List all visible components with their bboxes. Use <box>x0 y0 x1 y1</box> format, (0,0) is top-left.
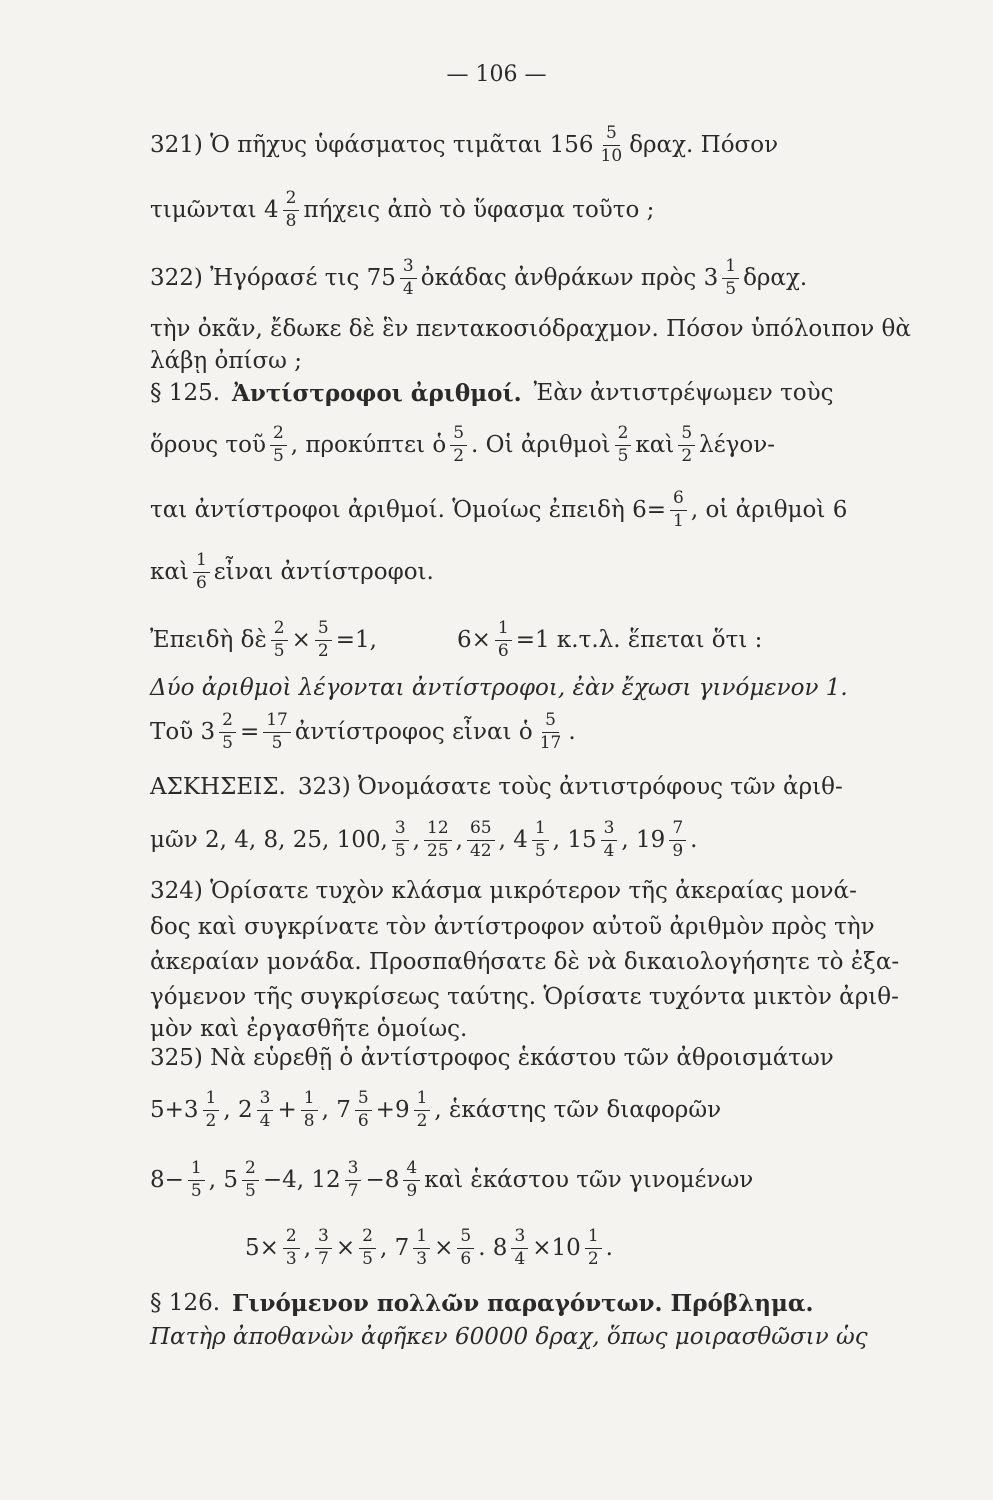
text: ἀκεραίαν μονάδα. Προσπαθήσατε δὲ νὰ δικαιολογήσητε τὸ ἐξα- <box>150 949 900 975</box>
section-title: Γινόμενον πολλῶν παραγόντων. Πρόβλημα. <box>232 1290 814 1317</box>
exercises-line-2: μῶν 2, 4, 8, 25, 100, $\frac{3}{5}$ , $\frac{12}{25}$ , $\frac{65}{42}$ , 4 $\frac{1}{5}$ , 15 $\frac{3}{4}$ , 19 $\frac{7}{9}$ . <box>150 818 698 861</box>
text: Τοῦ 3 <box>150 718 216 745</box>
text: =1 κ.τ.λ. ἕπεται ὅτι : <box>515 626 763 653</box>
fraction: $\frac{1}{5}$ <box>722 258 739 299</box>
section-125-line-5 <box>150 620 953 661</box>
fraction: $\frac{3}{7}$ <box>345 1160 362 1201</box>
fraction: $\frac{1}{2}$ <box>414 1090 431 1131</box>
text: . <box>690 826 698 853</box>
fraction: $\frac{1}{6}$ <box>193 552 210 593</box>
fraction: $\frac{12}{25}$ <box>424 820 452 861</box>
text: = <box>239 718 260 745</box>
text: . <box>568 718 576 745</box>
problem-324-line-4 <box>150 986 953 1009</box>
text: Πατὴρ ἀποθανὼν ἀφῆκεν 60000 δραχ, ὅπως μοιρασθῶσιν ὡς <box>150 1324 868 1350</box>
text: δραχ. Πόσον <box>629 131 779 158</box>
text: 324) Ὁρίσατε τυχὸν κλάσμα μικρότερον τῆς ἀκεραίας μονά- <box>150 878 857 904</box>
fraction: $\frac{1}{3}$ <box>413 1228 430 1269</box>
section-number: § 125. <box>150 380 221 406</box>
problem-324-line-3 <box>150 951 953 974</box>
fraction: $\frac{1}{8}$ <box>301 1090 318 1131</box>
fraction: $\frac{2}{5}$ <box>219 712 236 753</box>
text: γόμενον τῆς συγκρίσεως ταύτης. Ὁρίσατε τυχόντα μικτὸν ἀριθ- <box>150 984 899 1010</box>
fraction: $\frac{2}{5}$ <box>359 1228 376 1269</box>
section-125-line-4 <box>150 552 953 593</box>
text: ὀκάδας ἀνθράκων πρὸς 3 <box>420 264 719 291</box>
text: . Οἱ ἀριθμοὶ <box>471 431 611 458</box>
section-125-line-2 <box>150 425 953 466</box>
section-125-line-3 <box>150 490 953 531</box>
text: 6× <box>456 626 491 653</box>
fraction: $\frac{5}{17}$ <box>539 710 562 753</box>
page-number: — 106 — <box>446 62 547 87</box>
text: 321) Ὁ πῆχυς ὑφάσματος τιμᾶται 156 <box>150 131 594 158</box>
problem-321-line-1 <box>150 125 953 166</box>
text: καὶ <box>150 558 189 585</box>
text: =1, <box>335 626 377 653</box>
problem-325-line-3: 8− $\frac{1}{5}$ , 5 $\frac{2}{5}$ −4, 12 $\frac{3}{7}$ −8 $\frac{4}{9}$ καὶ ἑκάστου τῶν γινομένων <box>150 1158 754 1201</box>
fraction: $\frac{2}{8}$ <box>283 190 300 231</box>
fraction: $\frac{3}{4}$ <box>511 1228 528 1269</box>
fraction: $\frac{3}{4}$ <box>257 1090 274 1131</box>
text: τὴν ὀκᾶν, ἔδωκε δὲ ἓν πεντακοσιόδραχμον. Πόσον ὑπόλοιπον θὰ <box>150 316 911 342</box>
text: , 19 <box>621 826 666 853</box>
fraction: $\frac{4}{9}$ <box>403 1160 420 1201</box>
text: , 4 <box>498 826 528 853</box>
fraction: $\frac{2}{5}$ <box>270 425 287 466</box>
exercises-line-1 <box>150 776 953 799</box>
text: ται ἀντίστροφοι ἀριθμοί. Ὁμοίως ἐπειδὴ 6= <box>150 496 667 523</box>
fraction: $\frac{3}{7}$ <box>315 1228 332 1269</box>
problem-324-line-1 <box>150 880 953 903</box>
fraction: $\frac{1}{5}$ <box>188 1160 205 1201</box>
text: καὶ <box>635 431 675 458</box>
times-sign: × <box>291 626 311 653</box>
text: , ἑκάστης τῶν διαφορῶν <box>434 1096 722 1123</box>
text: 323) Ὀνομάσατε τοὺς ἀντιστρόφους τῶν ἀριθ- <box>297 774 843 800</box>
text: ἀντίστροφος εἶναι ὁ <box>294 718 533 745</box>
fraction: $\frac{17}{5}$ <box>263 712 291 753</box>
rule-text: Δύο ἀριθμοὶ λέγονται ἀντίστροφοι, ἐὰν ἔχωσι γινόμενον 1. <box>150 675 848 701</box>
problem-324-line-2 <box>150 916 953 939</box>
fraction: $\frac{7}{9}$ <box>669 820 686 861</box>
problem-324-line-5 <box>150 1018 953 1041</box>
section-125-rule <box>150 677 953 700</box>
problem-325-line-4: 5× $\frac{2}{3}$ , $\frac{3}{7}$ × $\frac{2}{5}$ , 7 $\frac{1}{3}$ × $\frac{5}{6}$ . 8 $\frac{3}{4}$ ×10 $\frac{1}{2}$ . <box>245 1226 613 1269</box>
fraction: $\frac{1}{2}$ <box>203 1090 220 1131</box>
fraction: $\frac{5}{10}$ <box>600 123 623 166</box>
problem-322-line-1 <box>150 258 953 299</box>
fraction: $\frac{1}{2}$ <box>585 1228 602 1269</box>
fraction: $\frac{2}{5}$ <box>242 1160 259 1201</box>
text: λέγον- <box>699 431 775 458</box>
section-125-line-1 <box>150 382 953 405</box>
fraction: $\frac{2}{5}$ <box>271 620 288 661</box>
section-125-line-7 <box>150 712 953 753</box>
fraction: $\frac{3}{5}$ <box>392 820 409 861</box>
problem-325-line-1 <box>150 1047 953 1070</box>
fraction: $\frac{1}{6}$ <box>495 620 512 661</box>
fraction: $\frac{3}{4}$ <box>400 258 417 299</box>
problem-325-line-2: 5+3 $\frac{1}{2}$ , 2 $\frac{3}{4}$ + $\frac{1}{8}$ , 7 $\frac{5}{6}$ +9 $\frac{1}{2}$ , ἑκάστης τῶν διαφορῶν <box>150 1088 722 1131</box>
text: Ἐὰν ἀντιστρέψωμεν τοὺς <box>533 380 834 406</box>
text: 322) Ἠγόρασέ τις 75 <box>150 264 396 291</box>
section-126-line-2 <box>150 1326 953 1349</box>
fraction: $\frac{2}{3}$ <box>283 1228 300 1269</box>
text: μῶν 2, 4, 8, 25, 100, <box>150 826 388 853</box>
fraction: $\frac{5}{2}$ <box>678 425 695 466</box>
text: , προκύπτει ὁ <box>290 431 447 458</box>
text: δος καὶ συγκρίνατε τὸν ἀντίστροφον αὐτοῦ ἀριθμὸν πρὸς τὴν <box>150 914 875 940</box>
problem-321-line-2 <box>150 190 953 231</box>
text: λάβῃ ὀπίσω ; <box>150 348 302 374</box>
problem-322-line-2 <box>150 318 953 341</box>
fraction: $\frac{65}{42}$ <box>467 820 495 861</box>
text: , 15 <box>552 826 597 853</box>
text: ὅρους τοῦ <box>150 431 266 458</box>
fraction: $\frac{3}{4}$ <box>601 820 618 861</box>
text: δραχ. <box>743 264 808 291</box>
fraction: $\frac{5}{2}$ <box>315 620 332 661</box>
fraction: $\frac{5}{2}$ <box>450 425 467 466</box>
text: τιμῶνται 4 <box>150 196 279 223</box>
fraction: $\frac{1}{5}$ <box>532 820 549 861</box>
fraction: $\frac{5}{6}$ <box>457 1228 474 1269</box>
section-126-line-1 <box>150 1292 953 1315</box>
section-title: Ἀντίστροφοι ἀριθμοί. <box>232 380 522 407</box>
section-number: § 126. <box>150 1290 221 1316</box>
fraction: $\frac{6}{1}$ <box>670 490 687 531</box>
fraction: $\frac{2}{5}$ <box>615 425 632 466</box>
problem-322-line-3 <box>150 350 953 373</box>
exercises-heading: ΑΣΚΗΣΕΙΣ. <box>150 774 286 800</box>
text: 325) Νὰ εὑρεθῇ ὁ ἀντίστροφος ἑκάστου τῶν ἀθροισμάτων <box>150 1045 834 1071</box>
text: καὶ ἑκάστου τῶν γινομένων <box>424 1166 754 1193</box>
text: , οἱ ἀριθμοὶ 6 <box>690 496 848 523</box>
text: Ἐπειδὴ δὲ <box>150 626 267 653</box>
text: μὸν καὶ ἐργασθῆτε ὁμοίως. <box>150 1016 468 1042</box>
text: εἶναι ἀντίστροφοι. <box>213 558 434 585</box>
fraction: $\frac{5}{6}$ <box>355 1090 372 1131</box>
text: πήχεις ἀπὸ τὸ ὕφασμα τοῦτο ; <box>303 196 655 223</box>
